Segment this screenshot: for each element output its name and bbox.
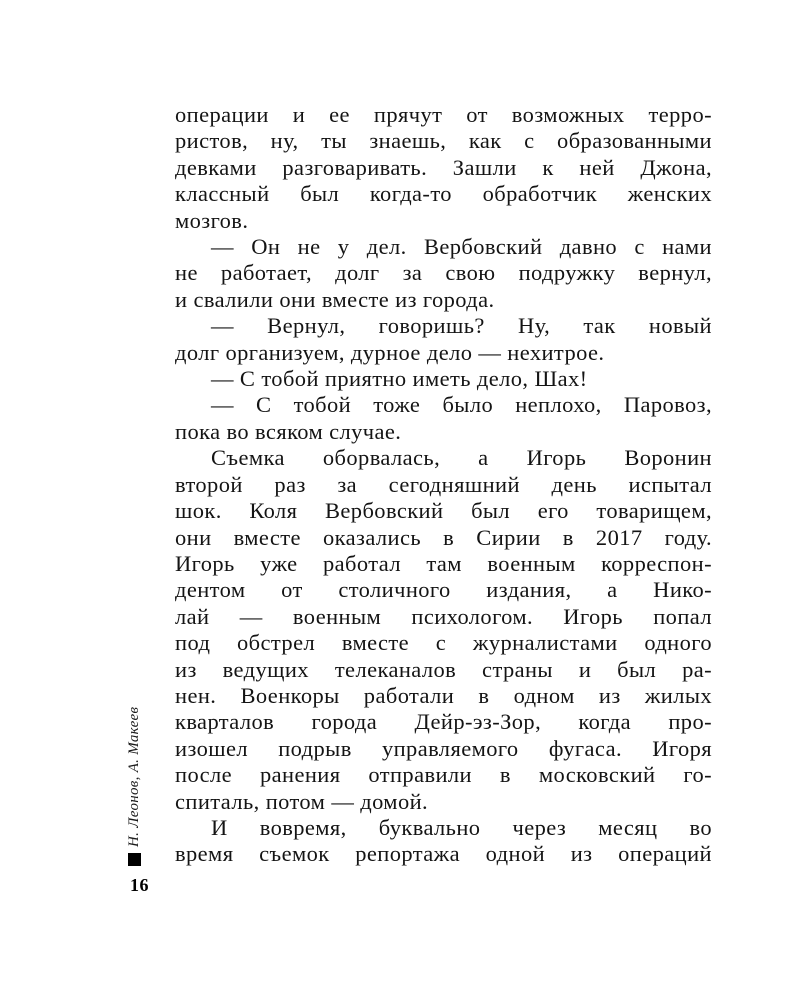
text-line: пока во всяком случае. <box>175 418 402 444</box>
paragraph <box>175 234 712 313</box>
body-text <box>175 102 712 868</box>
text-line: Съемка оборвалась, а Игорь Воронин <box>211 445 712 471</box>
text-line: ристов, ну, ты знаешь, как с образованными <box>175 128 712 154</box>
text-line: девками разговаривать. Зашли к ней Джона, <box>175 154 712 180</box>
text-line: они вместе оказались в Сирии в 2017 году. <box>175 524 712 550</box>
text-line: изошел подрыв управляемого фугаса. Игоря <box>175 735 712 761</box>
text-line: спиталь, потом — домой. <box>175 788 429 814</box>
paragraph <box>175 815 712 868</box>
text-line: и свалили они вместе из города. <box>175 286 495 312</box>
text-line: после ранения отправили в московский го- <box>175 762 712 788</box>
text-line: дентом от столичного издания, а Нико- <box>175 577 712 603</box>
text-line: долг организуем, дурное дело — нехитрое. <box>175 339 605 365</box>
text-line: — Вернул, говоришь? Ну, так новый <box>211 313 712 339</box>
text-line: шок. Коля Вербовский был его товарищем, <box>175 498 712 524</box>
paragraph <box>175 366 712 392</box>
text-line: время съемок репортажа одной из операций <box>175 841 712 867</box>
text-line: Игорь уже работал там военным корреспон- <box>175 550 712 576</box>
paragraph <box>175 102 712 234</box>
text-line: из ведущих телеканалов страны и был ра- <box>175 656 712 682</box>
text-line: — Он не у дел. Вербовский давно с нами <box>211 234 712 260</box>
paragraph <box>175 392 712 445</box>
text-line: операции и ее прячут от возможных терро- <box>175 102 712 127</box>
text-line: под обстрел вместе с журналистами одного <box>175 630 712 656</box>
text-line: мозгов. <box>175 207 249 233</box>
author-vertical-label: Н. Леонов, А. Макеев <box>126 706 142 847</box>
paragraph <box>175 313 712 366</box>
series-marker-square-icon <box>128 853 141 866</box>
page-number: 16 <box>130 875 149 895</box>
text-line: второй раз за сегодняшний день испытал <box>175 471 712 497</box>
text-line: кварталов города Дейр-эз-Зор, когда про- <box>175 709 712 735</box>
paragraph <box>175 445 712 815</box>
text-line: классный был когда-то обработчик женских <box>175 181 712 207</box>
text-line: лай — военным психологом. Игорь попал <box>175 603 712 629</box>
page-margin-sidebar <box>118 675 158 905</box>
text-line: нен. Военкоры работали в одном из жилых <box>175 682 712 708</box>
text-line: — С тобой приятно иметь дело, Шах! <box>211 366 588 392</box>
text-line: не работает, долг за свою подружку вернул, <box>175 260 712 286</box>
text-line: — С тобой тоже было неплохо, Паровоз, <box>211 392 712 418</box>
text-line: И вовремя, буквально через месяц во <box>211 814 712 840</box>
